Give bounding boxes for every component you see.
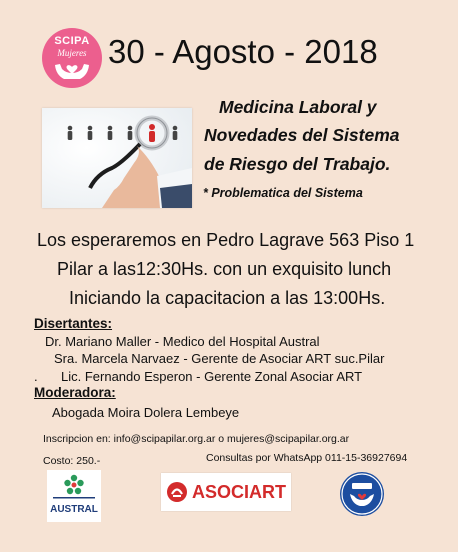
title-line-1: Medicina Laboral y <box>219 97 377 117</box>
scipa-emblem-icon <box>340 472 384 516</box>
logo-top-line2: Mujeres <box>57 48 87 58</box>
stethoscope-illustration <box>42 108 192 208</box>
asociart-emblem-icon <box>166 481 188 503</box>
asociart-label: ASOCIART <box>192 481 286 502</box>
title-line-3: de Riesgo del Trabajo. <box>204 154 391 174</box>
cost: Costo: 250.- <box>43 455 101 467</box>
logo-top-line1: SCIPA <box>54 35 90 47</box>
doctor-stethoscope-photo <box>42 108 192 208</box>
event-date: 30 - Agosto - 2018 <box>108 33 378 70</box>
title-line-2: Novedades del Sistema <box>204 125 400 145</box>
inscription-info: Inscripcion en: info@scipapilar.org.ar o mujeres@scipapilar.org.ar <box>43 433 350 445</box>
speakers-heading: Disertantes: <box>34 316 113 331</box>
moderator-heading: Moderadora: <box>34 385 116 400</box>
scipa-mujeres-logo <box>42 28 102 88</box>
hands-icon <box>52 61 92 83</box>
speaker-2: Sra. Marcela Narvaez - Gerente de Asociar ART suc.Pilar <box>54 351 385 366</box>
scipa-bottom-logo <box>340 472 384 516</box>
speaker-3: Lic. Fernando Esperon - Gerente Zonal Asociar ART <box>61 369 363 384</box>
whatsapp-contact: Consultas por WhatsApp 011-15-36927694 <box>206 452 408 464</box>
speaker-1: Dr. Mariano Maller - Medico del Hospital Austral <box>45 334 320 349</box>
venue-line-2: Pilar a las12:30Hs. con un exquisito lunch <box>57 259 392 279</box>
moderator-name: Abogada Moira Dolera Lembeye <box>52 405 240 420</box>
austral-logo <box>47 470 101 522</box>
austral-flower-icon <box>47 470 101 500</box>
speaker-3-bullet: . <box>34 369 38 384</box>
asociart-logo <box>161 473 291 511</box>
venue-line-3: Iniciando la capacitacion a las 13:00Hs. <box>69 288 386 308</box>
austral-label: AUSTRAL <box>50 504 98 515</box>
subtitle: * Problematica del Sistema <box>203 186 363 200</box>
venue-line-1: Los esperaremos en Pedro Lagrave 563 Piso 1 <box>37 230 415 250</box>
